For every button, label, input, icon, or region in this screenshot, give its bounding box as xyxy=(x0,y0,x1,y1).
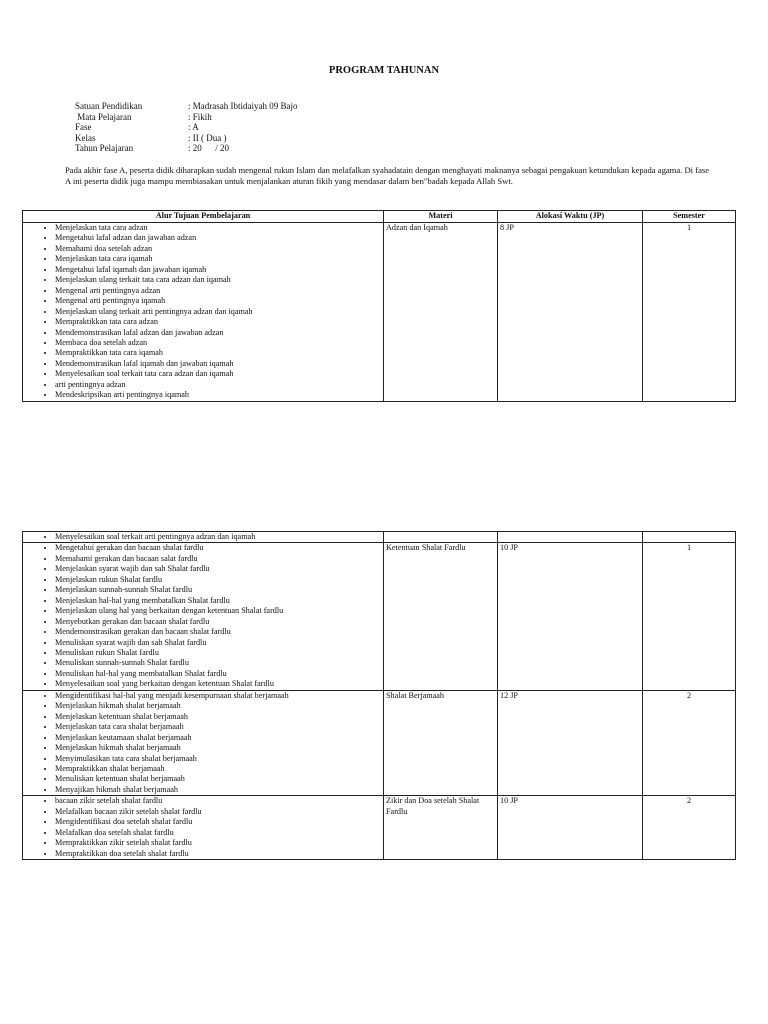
goals-cell xyxy=(23,543,384,690)
table-row xyxy=(23,690,736,796)
goal-item: • Menyimulasikan tata cara shalat berjamaah xyxy=(55,754,381,764)
program-table-page-1 xyxy=(22,210,736,402)
goal-item: • Mendemonstrasikan gerakan dan bacaan shalat fardlu xyxy=(55,627,381,637)
alokasi-cell: 10 JP xyxy=(498,543,643,690)
goal-item: • arti pentingnya adzan xyxy=(55,380,381,390)
header-semester: Semester xyxy=(643,211,736,223)
document-meta xyxy=(75,101,297,154)
semester-cell: 1 xyxy=(643,223,736,402)
materi-cell: Ketentuan Shalat Fardlu xyxy=(384,543,498,690)
goals-list xyxy=(25,796,381,859)
alokasi-cell: 12 JP xyxy=(498,690,643,796)
semester-cell xyxy=(643,532,736,543)
goal-item: • Menyelesaikan soal yang berkaitan dengan ketentuan Shalat fardlu xyxy=(55,679,381,689)
semester-cell: 2 xyxy=(643,796,736,860)
intro-paragraph: Pada akhir fase A, peserta didik diharapkan sudah mengenal rukun Islam dan melafalkan syahadatain dengan menghayati maknanya sebagai pengakuan ketundukan kepada agama. Di fase A ini peserta didik juga mampu membiasakan untuk menjalankan aturan fikih yang mendasar dalam ben"badah kepada Allah Swt. xyxy=(65,165,710,186)
goal-item: • Menjelaskan rukun Shalat fardlu xyxy=(55,575,381,585)
materi-cell xyxy=(384,532,498,543)
meta-row-satuan xyxy=(75,101,297,112)
goal-item: • Menuliskan hal-hal yang membatalkan Shalat fardlu xyxy=(55,669,381,679)
goal-item: • Menyelesaikan soal terkait tata cara adzan dan iqamah xyxy=(55,369,381,379)
goal-item: • Mempraktikkan tata cara adzan xyxy=(55,317,381,327)
meta-value: : A xyxy=(188,122,199,133)
goal-item: • Melafalkan doa setelah shalat fardlu xyxy=(55,828,381,838)
goal-item: • Menuliskan ketentuan shalat berjamaah xyxy=(55,774,381,784)
goal-item: • Mendeskripsikan arti pentingnya iqamah xyxy=(55,390,381,400)
goals-cell xyxy=(23,223,384,402)
goal-item: • Memahami gerakan dan bacaan salat fardlu xyxy=(55,554,381,564)
goal-item: • Mengidentifikasi hal-hal yang menjadi kesempurnaan shalat berjamaah xyxy=(55,691,381,701)
goal-item: • Mengetahui gerakan dan bacaan shalat fardlu xyxy=(55,543,381,553)
header-materi: Materi xyxy=(384,211,498,223)
materi-cell: Shalat Berjamaah xyxy=(384,690,498,796)
goal-item: • Menuliskan rukun Shalat fardlu xyxy=(55,648,381,658)
meta-value: : Fikih xyxy=(188,111,212,122)
goal-item: • Menjelaskan hikmah shalat berjamaah xyxy=(55,743,381,753)
goal-item: • Mengetahui lafal iqamah dan jawaban iqamah xyxy=(55,265,381,275)
goal-item: • Mengenal arti pentingnya adzan xyxy=(55,286,381,296)
goal-item: • Menjelaskan ulang terkait tata cara adzan dan iqamah xyxy=(55,275,381,285)
goals-cell xyxy=(23,796,384,860)
goal-item: • Memahami doa setelah adzan xyxy=(55,244,381,254)
goal-item: • Menjelaskan ulang terkait arti pentingnya adzan dan iqamah xyxy=(55,307,381,317)
meta-value: : 20 / 20 xyxy=(188,143,230,154)
meta-row-kelas xyxy=(75,133,297,144)
goal-item: • Menjelaskan ketentuan shalat berjamaah xyxy=(55,712,381,722)
meta-label: Tahun Pelajaran xyxy=(75,143,134,154)
goal-item: • bacaan zikir setelah shalat fardlu xyxy=(55,796,381,806)
table-row xyxy=(23,796,736,860)
meta-label: Kelas xyxy=(75,132,96,143)
goal-item: • Menjelaskan ulang hal yang berkaitan dengan ketentuan Shalat fardlu xyxy=(55,606,381,616)
table-body xyxy=(23,223,736,402)
goal-item: • Mempraktikkan doa setelah shalat fardlu xyxy=(55,849,381,859)
goal-item: • Menjelaskan keutamaan shalat berjamaah xyxy=(55,733,381,743)
table-header-row xyxy=(23,211,736,223)
goal-item: • Mempraktikkan tata cara iqamah xyxy=(55,348,381,358)
goals-cell xyxy=(23,532,384,543)
goal-item: • Mendemonstrasikan lafal iqamah dan jawaban iqamah xyxy=(55,359,381,369)
goal-item: • Mengidentifikasi doa setelah shalat fardlu xyxy=(55,817,381,827)
goals-cell xyxy=(23,690,384,796)
goals-list xyxy=(25,691,381,796)
header-alur-tujuan: Alur Tujuan Pembelajaran xyxy=(23,211,384,223)
meta-row-mapel xyxy=(75,112,297,123)
semester-cell: 1 xyxy=(643,543,736,690)
table-body xyxy=(23,532,736,860)
goal-item: • Menjelaskan hal-hal yang membatalkan Shalat fardlu xyxy=(55,596,381,606)
table-row xyxy=(23,543,736,690)
goal-item: • Mengetahui lafal adzan dan jawaban adzan xyxy=(55,233,381,243)
goal-item: • Menjelaskan syarat wajib dan sah Shalat fardlu xyxy=(55,564,381,574)
goal-item: • Menyelesaikan soal terkait arti pentingnya adzan dan iqamah xyxy=(55,532,381,542)
goals-list xyxy=(25,532,381,542)
table-row xyxy=(23,532,736,543)
goal-item: • Mempraktikkan shalat berjamaah xyxy=(55,764,381,774)
goal-item: • Menjelaskan tata cara iqamah xyxy=(55,254,381,264)
meta-label: Satuan Pendidikan xyxy=(75,101,143,111)
header-alokasi: Alokasi Waktu (JP) xyxy=(498,211,643,223)
alokasi-cell xyxy=(498,532,643,543)
meta-value: : II ( Dua ) xyxy=(188,132,227,143)
goal-item: • Menjelaskan tata cara adzan xyxy=(55,223,381,233)
alokasi-cell: 10 JP xyxy=(498,796,643,860)
goal-item: • Melafalkan bacaan zikir setelah shalat fardlu xyxy=(55,807,381,817)
goal-item: • Mendemonstrasikan lafal adzan dan jawaban adzan xyxy=(55,328,381,338)
meta-label: Fase xyxy=(75,122,92,133)
meta-row-fase xyxy=(75,122,297,133)
goal-item: • Mempraktikkan zikir setelah shalat fardlu xyxy=(55,838,381,848)
materi-cell: Adzan dan Iqamah xyxy=(384,223,498,402)
meta-value: : Madrasah Ibtidaiyah 09 Bajo xyxy=(188,101,298,111)
goal-item: • Menuliskan sunnah-sunnah Shalat fardlu xyxy=(55,658,381,668)
goal-item: • Menjelaskan hikmah shalat berjamaah xyxy=(55,701,381,711)
goal-item: • Membaca doa setelah adzan xyxy=(55,338,381,348)
meta-label: Mata Pelajaran xyxy=(75,111,132,122)
goal-item: • Menyebutkan gerakan dan bacaan shalat fardlu xyxy=(55,617,381,627)
goal-item: • Menjelaskan tata cara shalat berjamaah xyxy=(55,722,381,732)
goals-list xyxy=(25,223,381,401)
meta-row-tahun xyxy=(75,143,297,154)
goals-list xyxy=(25,543,381,689)
program-table-page-2 xyxy=(22,531,736,860)
materi-cell: Zikir dan Doa setelah Shalat Fardlu xyxy=(384,796,498,860)
goal-item: • Mengenal arti pentingnya iqamah xyxy=(55,296,381,306)
alokasi-cell: 8 JP xyxy=(498,223,643,402)
page-title: PROGRAM TAHUNAN xyxy=(328,65,440,76)
goal-item: • Menyajikan hikmah shalat berjamaah xyxy=(55,785,381,795)
table-row xyxy=(23,223,736,402)
goal-item: • Menjelaskan sunnah-sunnah Shalat fardlu xyxy=(55,585,381,595)
semester-cell: 2 xyxy=(643,690,736,796)
goal-item: • Menuliskan syarat wajib dan sah Shalat fardlu xyxy=(55,638,381,648)
